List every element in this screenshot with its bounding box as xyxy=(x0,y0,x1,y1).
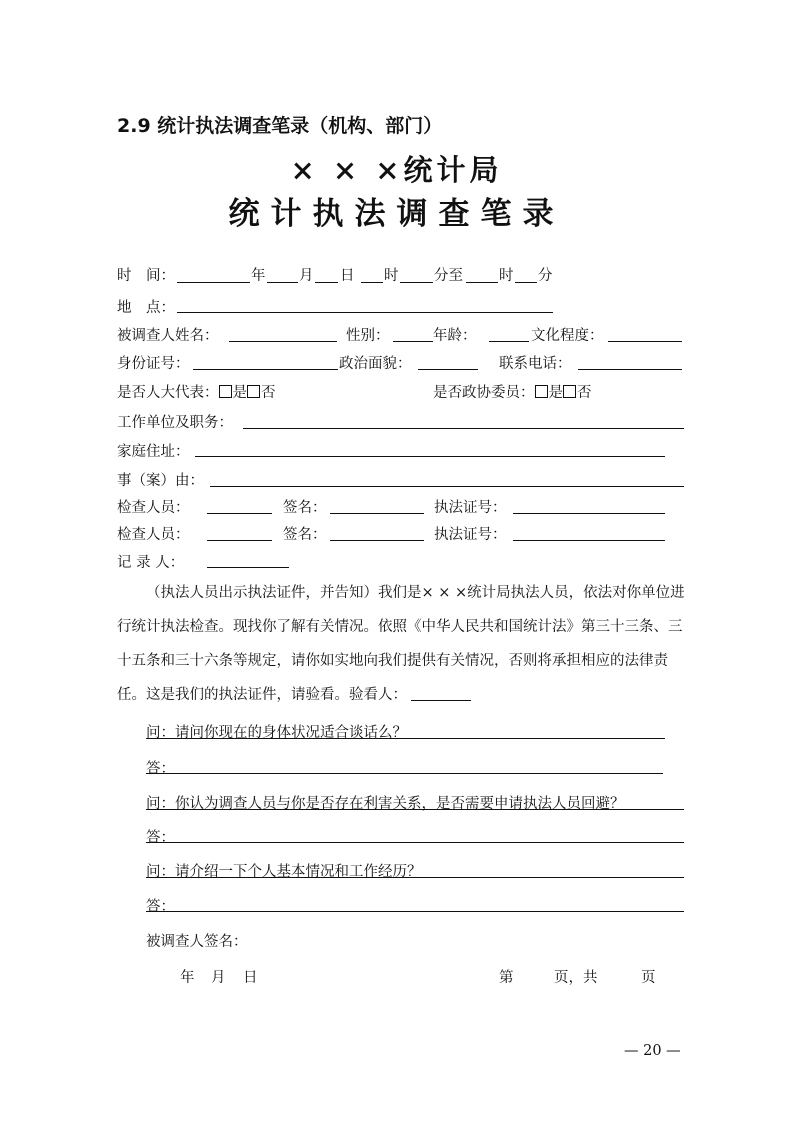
footer-year: 年 xyxy=(180,970,195,986)
place-label: 地 点： xyxy=(117,300,175,316)
day-blank[interactable] xyxy=(315,282,338,283)
npc-no-checkbox[interactable] xyxy=(247,385,260,398)
name-blank[interactable] xyxy=(229,341,337,342)
political-status-blank[interactable] xyxy=(418,369,478,370)
phone-label: 联系电话： xyxy=(499,356,572,372)
document-title-agency: × × ×统计局 xyxy=(290,153,503,187)
question-2: 问：你认为调查人员与你是否存在利害关系，是否需要申请执法人员回避？ xyxy=(146,796,625,812)
question-1-line xyxy=(146,738,665,739)
gender-label: 性别： xyxy=(346,328,390,344)
address-label: 家庭住址： xyxy=(117,444,190,460)
section-title: 2.9 统计执法调查笔录（机构、部门） xyxy=(117,115,443,137)
question-1: 问：请问你现在的身体状况适合谈话么？ xyxy=(146,725,407,741)
month-blank[interactable] xyxy=(267,282,298,283)
answer-3-label: 答： xyxy=(146,899,175,915)
footer-page-mid: 页，共 xyxy=(554,970,598,986)
inspector-2-blank[interactable] xyxy=(207,540,272,541)
id-number-blank[interactable] xyxy=(193,369,338,370)
signature-label: 被调查人签名： xyxy=(146,934,248,950)
answer-3-blank[interactable] xyxy=(146,911,684,912)
time-label: 时 间： xyxy=(117,268,175,284)
inspector-1-blank[interactable] xyxy=(207,513,272,514)
answer-2-label: 答： xyxy=(146,830,175,846)
page-number: — 20 — xyxy=(624,1043,681,1059)
case-label: 事（案）由： xyxy=(117,473,204,489)
question-3-line xyxy=(146,877,684,878)
name-label: 被调查人姓名： xyxy=(117,328,219,344)
phone-blank[interactable] xyxy=(578,369,682,370)
answer-1-blank[interactable] xyxy=(146,773,663,774)
age-label: 年龄： xyxy=(433,328,477,344)
inspector-1-cert-blank[interactable] xyxy=(513,513,665,514)
inspector-2-sign-label: 签名： xyxy=(283,527,327,543)
question-2-line xyxy=(146,809,684,810)
inspector-2-cert-label: 执法证号： xyxy=(434,527,507,543)
verifier-blank[interactable] xyxy=(411,686,471,701)
cppcc-label: 是否政协委员： 是 否 xyxy=(433,385,592,401)
education-label: 文化程度： xyxy=(531,328,604,344)
id-number-label: 身份证号： xyxy=(117,356,190,372)
notice-paragraph: （执法人员出示执法证件，并告知）我们是× × ×统计局执法人员，依法对你单位进行统计执法检查。现找你了解有关情况。依照《中华人民共和国统计法》第三十三条、三十五条和三十六条等规定，请你如实地向我们提供有关情况，否则将承担相应的法律责任。这是我们的执法证件，请验看。验看人： xyxy=(117,585,685,703)
answer-1-label: 答： xyxy=(146,761,175,777)
footer-day: 日 xyxy=(243,970,258,986)
hour-end-label: 时 xyxy=(499,268,514,284)
npc-yes-checkbox[interactable] xyxy=(219,385,232,398)
place-blank[interactable] xyxy=(177,312,553,313)
month-label: 月 xyxy=(299,268,314,284)
inspector-2-label: 检查人员： xyxy=(117,527,190,543)
minute-label: 分 xyxy=(538,268,553,284)
hour-label: 时 xyxy=(384,268,399,284)
year-label: 年 xyxy=(251,268,266,284)
minute-to-label: 分至 xyxy=(434,268,463,284)
footer-page-suffix: 页 xyxy=(641,970,656,986)
inspector-1-cert-label: 执法证号： xyxy=(434,500,507,516)
inspector-1-sign-label: 签名： xyxy=(283,500,327,516)
minute-end-blank[interactable] xyxy=(515,282,537,283)
inspector-1-label: 检查人员： xyxy=(117,500,190,516)
npc-label: 是否人大代表： 是 否 xyxy=(117,385,276,401)
work-unit-blank[interactable] xyxy=(243,428,684,429)
year-blank[interactable] xyxy=(177,282,250,283)
minute-from-blank[interactable] xyxy=(400,282,433,283)
inspector-1-sign-blank[interactable] xyxy=(330,513,424,514)
hour-end-blank[interactable] xyxy=(466,282,498,283)
document-title: 统计执法调查笔录 xyxy=(228,196,565,232)
cppcc-yes-checkbox[interactable] xyxy=(535,385,548,398)
day-label: 日 xyxy=(340,268,355,284)
question-3: 问：请介绍一下个人基本情况和工作经历？ xyxy=(146,864,422,880)
recorder-label: 记 录 人： xyxy=(117,555,185,571)
address-blank[interactable] xyxy=(195,456,665,457)
inspector-2-sign-blank[interactable] xyxy=(330,540,424,541)
footer-month: 月 xyxy=(211,970,226,986)
inspector-2-cert-blank[interactable] xyxy=(513,540,665,541)
case-blank[interactable] xyxy=(210,486,684,487)
recorder-blank[interactable] xyxy=(207,567,289,568)
cppcc-no-checkbox[interactable] xyxy=(563,385,576,398)
gender-blank[interactable] xyxy=(393,341,433,342)
answer-2-blank[interactable] xyxy=(146,842,684,843)
political-status-label: 政治面貌： xyxy=(339,356,412,372)
education-blank[interactable] xyxy=(608,341,682,342)
hour-blank[interactable] xyxy=(361,282,383,283)
age-blank[interactable] xyxy=(489,341,529,342)
footer-page-prefix: 第 xyxy=(499,970,514,986)
work-unit-label: 工作单位及职务： xyxy=(117,415,233,431)
